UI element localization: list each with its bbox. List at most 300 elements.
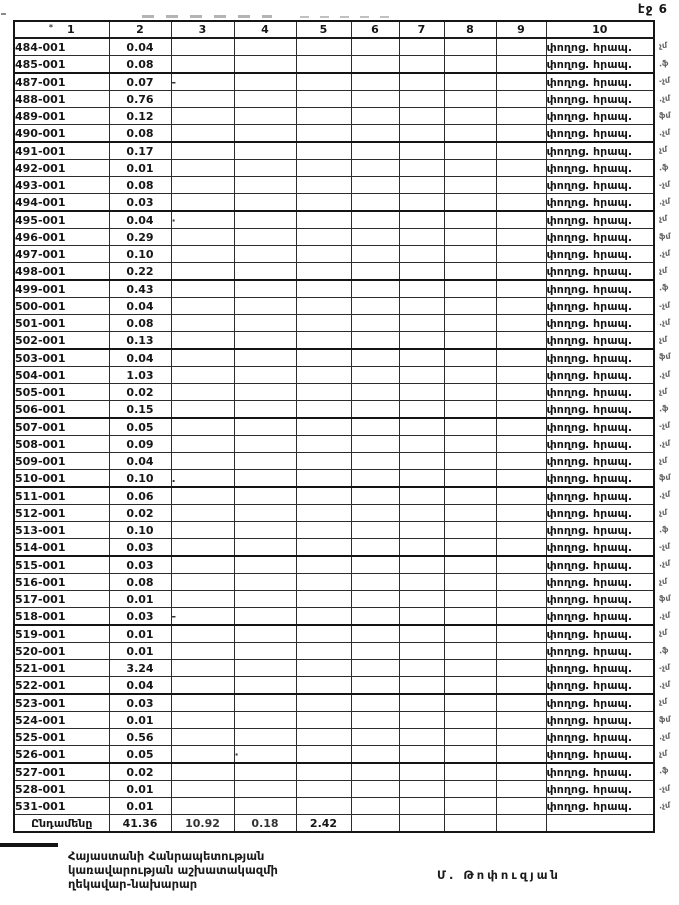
area-value-cell: 0.07 — [109, 73, 171, 91]
stray-mark-cell — [234, 556, 296, 574]
area-value-cell: 0.10 — [109, 470, 171, 488]
table-row — [14, 246, 654, 263]
category-cell: փողոց. հրապ. — [546, 263, 654, 281]
empty-cell — [444, 125, 496, 143]
total-col2-cell: 41.36 — [109, 815, 171, 833]
area-value-cell: 0.02 — [109, 384, 171, 401]
table-row — [14, 160, 654, 177]
header-asterisk-mark: * — [48, 23, 54, 32]
empty-cell — [444, 246, 496, 263]
category-cell: փողոց. հրապ. — [546, 91, 654, 108]
stray-mark-cell — [171, 91, 234, 108]
stray-mark-cell — [234, 229, 296, 246]
empty-cell — [496, 712, 546, 729]
empty-cell — [444, 815, 496, 833]
parcel-id-cell: 492-001 — [14, 160, 109, 177]
empty-cell — [444, 332, 496, 350]
stray-mark-cell — [234, 246, 296, 263]
empty-cell — [296, 470, 351, 488]
parcel-id-cell: 513-001 — [14, 522, 109, 539]
area-value-cell: 0.03 — [109, 608, 171, 626]
area-value-cell: 0.29 — [109, 229, 171, 246]
stray-mark-cell — [234, 643, 296, 660]
empty-cell — [351, 384, 399, 401]
margin-annotation: ֊չմ — [658, 75, 671, 86]
empty-cell — [444, 522, 496, 539]
area-value-cell: 0.08 — [109, 177, 171, 194]
category-cell: փողոց. հրապ. — [546, 591, 654, 608]
area-value-cell: 0.01 — [109, 781, 171, 798]
empty-cell — [444, 211, 496, 229]
total-col5-cell: 2.42 — [296, 815, 351, 833]
empty-cell — [351, 367, 399, 384]
category-cell: փողոց. հրապ. — [546, 505, 654, 522]
table-row — [14, 142, 654, 160]
stray-mark-cell — [234, 91, 296, 108]
margin-annotation: .չմ — [658, 369, 671, 380]
stray-mark-cell — [171, 298, 234, 315]
empty-cell — [296, 38, 351, 56]
empty-cell — [496, 125, 546, 143]
empty-cell — [399, 505, 444, 522]
empty-cell — [496, 591, 546, 608]
empty-cell — [296, 729, 351, 746]
table-row — [14, 436, 654, 453]
empty-cell — [296, 694, 351, 712]
stray-mark-cell — [234, 384, 296, 401]
category-cell: փողոց. հրապ. — [546, 436, 654, 453]
margin-annotation: .չմ — [658, 731, 671, 742]
empty-cell — [399, 367, 444, 384]
margin-annotation: .չմ — [658, 317, 671, 328]
parcel-id-cell: 488-001 — [14, 91, 109, 108]
area-value-cell: 0.03 — [109, 539, 171, 557]
empty-cell — [399, 522, 444, 539]
column-header-1-label: 1 — [67, 23, 75, 36]
parcel-id-cell: 484-001 — [14, 38, 109, 56]
area-value-cell: 0.10 — [109, 246, 171, 263]
empty-cell — [296, 229, 351, 246]
empty-cell — [351, 246, 399, 263]
total-label-cell: Ընդամենը — [14, 815, 109, 833]
table-row — [14, 487, 654, 505]
empty-cell — [399, 263, 444, 281]
stray-mark-cell — [234, 160, 296, 177]
table-row — [14, 91, 654, 108]
parcel-id-cell: 505-001 — [14, 384, 109, 401]
empty-cell — [296, 643, 351, 660]
empty-cell — [496, 556, 546, 574]
column-header-6: 6 — [351, 21, 399, 38]
parcel-id-cell: 495-001 — [14, 211, 109, 229]
empty-cell — [351, 73, 399, 91]
empty-cell — [444, 487, 496, 505]
margin-annotation: չմ — [658, 334, 668, 345]
empty-cell — [351, 315, 399, 332]
empty-cell — [399, 349, 444, 367]
margin-annotation: ֆմ — [658, 351, 671, 362]
table-row — [14, 263, 654, 281]
margin-annotation: ֆմ — [658, 231, 671, 242]
empty-cell — [444, 608, 496, 626]
stray-mark-cell — [171, 712, 234, 729]
empty-cell — [399, 298, 444, 315]
empty-cell — [399, 815, 444, 833]
empty-cell — [496, 108, 546, 125]
area-value-cell: 0.02 — [109, 505, 171, 522]
parcel-id-cell: 528-001 — [14, 781, 109, 798]
margin-annotation: չմ — [658, 576, 668, 587]
category-cell: փողոց. հրապ. — [546, 470, 654, 488]
area-value-cell: 0.04 — [109, 677, 171, 695]
category-cell: փողոց. հրապ. — [546, 211, 654, 229]
stray-mark-cell — [171, 280, 234, 298]
empty-cell — [296, 194, 351, 212]
parcel-id-cell: 514-001 — [14, 539, 109, 557]
area-value-cell: 0.01 — [109, 643, 171, 660]
stray-mark-cell — [234, 38, 296, 56]
signatory-name: Մ. Թոփուզյան — [437, 868, 561, 882]
area-value-cell: 0.12 — [109, 108, 171, 125]
empty-cell — [399, 781, 444, 798]
parcel-id-cell: 500-001 — [14, 298, 109, 315]
parcel-id-cell: 527-001 — [14, 763, 109, 781]
table-row — [14, 125, 654, 143]
empty-cell — [496, 229, 546, 246]
table-row — [14, 56, 654, 74]
empty-cell — [296, 263, 351, 281]
empty-cell — [399, 246, 444, 263]
table-row — [14, 505, 654, 522]
category-cell: փողոց. հրապ. — [546, 332, 654, 350]
table-row — [14, 315, 654, 332]
empty-cell — [351, 280, 399, 298]
area-value-cell: 1.03 — [109, 367, 171, 384]
empty-cell — [351, 763, 399, 781]
empty-cell — [496, 160, 546, 177]
category-cell: փողոց. հրապ. — [546, 556, 654, 574]
empty-cell — [444, 91, 496, 108]
empty-cell — [351, 194, 399, 212]
parcel-id-cell: 515-001 — [14, 556, 109, 574]
stray-mark-cell — [234, 298, 296, 315]
margin-annotation: չմ — [658, 696, 668, 707]
stray-mark-cell — [171, 125, 234, 143]
empty-cell — [496, 384, 546, 401]
margin-annotation: .ֆ — [658, 162, 669, 173]
table-row — [14, 38, 654, 56]
stray-mark-cell — [171, 798, 234, 815]
empty-cell — [399, 142, 444, 160]
empty-cell — [444, 729, 496, 746]
margin-annotation: .ֆ — [658, 524, 669, 535]
margin-annotation: .չմ — [658, 489, 671, 500]
empty-cell — [296, 418, 351, 436]
empty-cell — [444, 746, 496, 764]
empty-cell — [296, 246, 351, 263]
empty-cell — [496, 177, 546, 194]
empty-cell — [296, 660, 351, 677]
area-value-cell: 0.01 — [109, 160, 171, 177]
parcel-id-cell: 489-001 — [14, 108, 109, 125]
stray-mark-cell — [171, 729, 234, 746]
parcel-id-cell: 524-001 — [14, 712, 109, 729]
total-row — [14, 815, 654, 833]
empty-cell — [444, 781, 496, 798]
margin-annotation: .չմ — [658, 800, 671, 811]
empty-cell — [351, 781, 399, 798]
empty-cell — [399, 453, 444, 470]
category-cell: փողոց. հրապ. — [546, 315, 654, 332]
margin-annotation: չմ — [658, 455, 668, 466]
issuer-line-1: Հայաստանի Հանրապետության — [68, 849, 265, 863]
margin-annotation: .չմ — [658, 127, 671, 138]
empty-cell — [496, 746, 546, 764]
stray-mark-cell — [171, 677, 234, 695]
parcel-id-cell: 504-001 — [14, 367, 109, 384]
empty-cell — [399, 746, 444, 764]
empty-cell — [351, 677, 399, 695]
empty-cell — [296, 349, 351, 367]
stray-mark-cell — [234, 694, 296, 712]
empty-cell — [296, 56, 351, 74]
stray-mark-cell — [171, 487, 234, 505]
empty-cell — [351, 38, 399, 56]
category-cell: փողոց. հրապ. — [546, 246, 654, 263]
parcel-id-cell: 525-001 — [14, 729, 109, 746]
table-row — [14, 194, 654, 212]
column-header-8: 8 — [444, 21, 496, 38]
empty-cell — [351, 608, 399, 626]
area-value-cell: 0.04 — [109, 38, 171, 56]
empty-cell — [444, 401, 496, 419]
empty-cell — [296, 781, 351, 798]
parcel-id-cell: 487-001 — [14, 73, 109, 91]
empty-cell — [351, 332, 399, 350]
empty-cell — [444, 38, 496, 56]
total-col3-cell: 10.92 — [171, 815, 234, 833]
area-value-cell: 0.03 — [109, 694, 171, 712]
empty-cell — [444, 798, 496, 815]
stray-mark-cell — [234, 625, 296, 643]
empty-cell — [399, 625, 444, 643]
stray-mark-cell — [171, 660, 234, 677]
empty-cell — [399, 91, 444, 108]
empty-cell — [546, 815, 654, 833]
empty-cell — [444, 453, 496, 470]
stray-mark-cell — [234, 763, 296, 781]
stray-mark-cell — [234, 349, 296, 367]
table-row — [14, 729, 654, 746]
empty-cell — [399, 160, 444, 177]
empty-cell — [296, 177, 351, 194]
empty-cell — [296, 591, 351, 608]
margin-annotation: չմ — [658, 748, 668, 759]
empty-cell — [496, 453, 546, 470]
empty-cell — [496, 211, 546, 229]
empty-cell — [296, 315, 351, 332]
table-row — [14, 522, 654, 539]
empty-cell — [496, 38, 546, 56]
empty-cell — [351, 453, 399, 470]
stray-mark-cell — [171, 556, 234, 574]
empty-cell — [444, 591, 496, 608]
stray-mark-cell — [171, 591, 234, 608]
empty-cell — [399, 712, 444, 729]
empty-cell — [351, 142, 399, 160]
empty-cell — [444, 436, 496, 453]
empty-cell — [399, 591, 444, 608]
stray-mark-cell — [234, 470, 296, 488]
area-value-cell: 0.04 — [109, 453, 171, 470]
category-cell: փողոց. հրապ. — [546, 746, 654, 764]
stray-mark-cell — [171, 694, 234, 712]
empty-cell — [496, 694, 546, 712]
empty-cell — [496, 418, 546, 436]
category-cell: փողոց. հրապ. — [546, 108, 654, 125]
empty-cell — [444, 229, 496, 246]
category-cell: փողոց. հրապ. — [546, 729, 654, 746]
empty-cell — [496, 625, 546, 643]
stray-mark-cell — [171, 505, 234, 522]
parcel-id-cell: 509-001 — [14, 453, 109, 470]
empty-cell — [296, 677, 351, 695]
empty-cell — [399, 660, 444, 677]
category-cell: փողոց. հրապ. — [546, 160, 654, 177]
empty-cell — [296, 746, 351, 764]
empty-cell — [496, 194, 546, 212]
empty-cell — [444, 263, 496, 281]
empty-cell — [399, 108, 444, 125]
stray-mark-cell — [171, 746, 234, 764]
empty-cell — [399, 556, 444, 574]
empty-cell — [444, 418, 496, 436]
empty-cell — [496, 401, 546, 419]
area-value-cell: 0.10 — [109, 522, 171, 539]
stray-mark-cell — [234, 798, 296, 815]
stray-mark-cell — [171, 142, 234, 160]
area-value-cell: 0.17 — [109, 142, 171, 160]
stray-mark-cell — [234, 73, 296, 91]
empty-cell — [351, 746, 399, 764]
empty-cell — [399, 211, 444, 229]
empty-cell — [496, 660, 546, 677]
empty-cell — [296, 384, 351, 401]
stray-mark-cell — [171, 160, 234, 177]
empty-cell — [351, 694, 399, 712]
stray-mark-cell — [234, 280, 296, 298]
margin-annotation: .չմ — [658, 438, 671, 449]
parcel-id-cell: 499-001 — [14, 280, 109, 298]
column-header-4: 4 — [234, 21, 296, 38]
column-header-9: 9 — [496, 21, 546, 38]
issuer-line-3: ղեկավար-նախարար — [68, 877, 198, 891]
empty-cell — [351, 625, 399, 643]
column-header-3: 3 — [171, 21, 234, 38]
category-cell: փողոց. հրապ. — [546, 367, 654, 384]
empty-cell — [444, 315, 496, 332]
category-cell: փողոց. հրապ. — [546, 763, 654, 781]
area-value-cell: 0.43 — [109, 280, 171, 298]
margin-annotation: .չմ — [658, 610, 671, 621]
empty-cell — [351, 574, 399, 591]
empty-cell — [351, 729, 399, 746]
margin-annotation: ֆմ — [658, 714, 671, 725]
stray-mark-cell — [234, 487, 296, 505]
empty-cell — [444, 349, 496, 367]
empty-cell — [399, 280, 444, 298]
empty-cell — [351, 91, 399, 108]
empty-cell — [351, 349, 399, 367]
stray-mark-cell — [171, 177, 234, 194]
parcel-id-cell: 493-001 — [14, 177, 109, 194]
parcel-id-cell: 517-001 — [14, 591, 109, 608]
margin-annotation: ֆմ — [658, 593, 671, 604]
empty-cell — [399, 315, 444, 332]
empty-cell — [351, 298, 399, 315]
empty-cell — [444, 556, 496, 574]
parcel-id-cell: 521-001 — [14, 660, 109, 677]
stray-mark-cell — [234, 315, 296, 332]
margin-annotation: .ֆ — [658, 282, 669, 293]
stray-mark-cell — [234, 418, 296, 436]
table-row — [14, 108, 654, 125]
parcel-id-cell: 485-001 — [14, 56, 109, 74]
stray-mark-cell — [171, 418, 234, 436]
area-value-cell: 0.01 — [109, 591, 171, 608]
stray-mark-cell — [234, 608, 296, 626]
empty-cell — [351, 643, 399, 660]
empty-cell — [444, 625, 496, 643]
empty-cell — [399, 194, 444, 212]
area-value-cell: 0.06 — [109, 487, 171, 505]
category-cell: փողոց. հրապ. — [546, 712, 654, 729]
table-row — [14, 763, 654, 781]
area-value-cell: 0.01 — [109, 798, 171, 815]
empty-cell — [351, 108, 399, 125]
stray-mark-cell — [171, 38, 234, 56]
parcel-id-cell: 491-001 — [14, 142, 109, 160]
empty-cell — [296, 91, 351, 108]
table-row — [14, 746, 654, 764]
empty-cell — [496, 315, 546, 332]
stray-mark-cell — [234, 712, 296, 729]
margin-annotation: ֊չմ — [658, 783, 671, 794]
empty-cell — [496, 246, 546, 263]
empty-cell — [399, 574, 444, 591]
category-cell: փողոց. հրապ. — [546, 487, 654, 505]
empty-cell — [496, 608, 546, 626]
category-cell: փողոց. հրապ. — [546, 660, 654, 677]
table-row — [14, 591, 654, 608]
stray-mark-cell — [171, 108, 234, 125]
empty-cell — [444, 108, 496, 125]
empty-cell — [296, 556, 351, 574]
stray-mark-cell — [171, 384, 234, 401]
page-number-label: էջ 6 — [637, 2, 668, 16]
table-row — [14, 211, 654, 229]
empty-cell — [399, 677, 444, 695]
margin-annotation: .ֆ — [658, 645, 669, 656]
empty-cell — [351, 177, 399, 194]
margin-annotation: ֊չմ — [658, 179, 671, 190]
stray-mark-cell — [234, 453, 296, 470]
empty-cell — [496, 56, 546, 74]
stray-mark-cell — [171, 643, 234, 660]
stray-mark-cell — [234, 436, 296, 453]
empty-cell — [444, 194, 496, 212]
parcel-id-cell: 520-001 — [14, 643, 109, 660]
